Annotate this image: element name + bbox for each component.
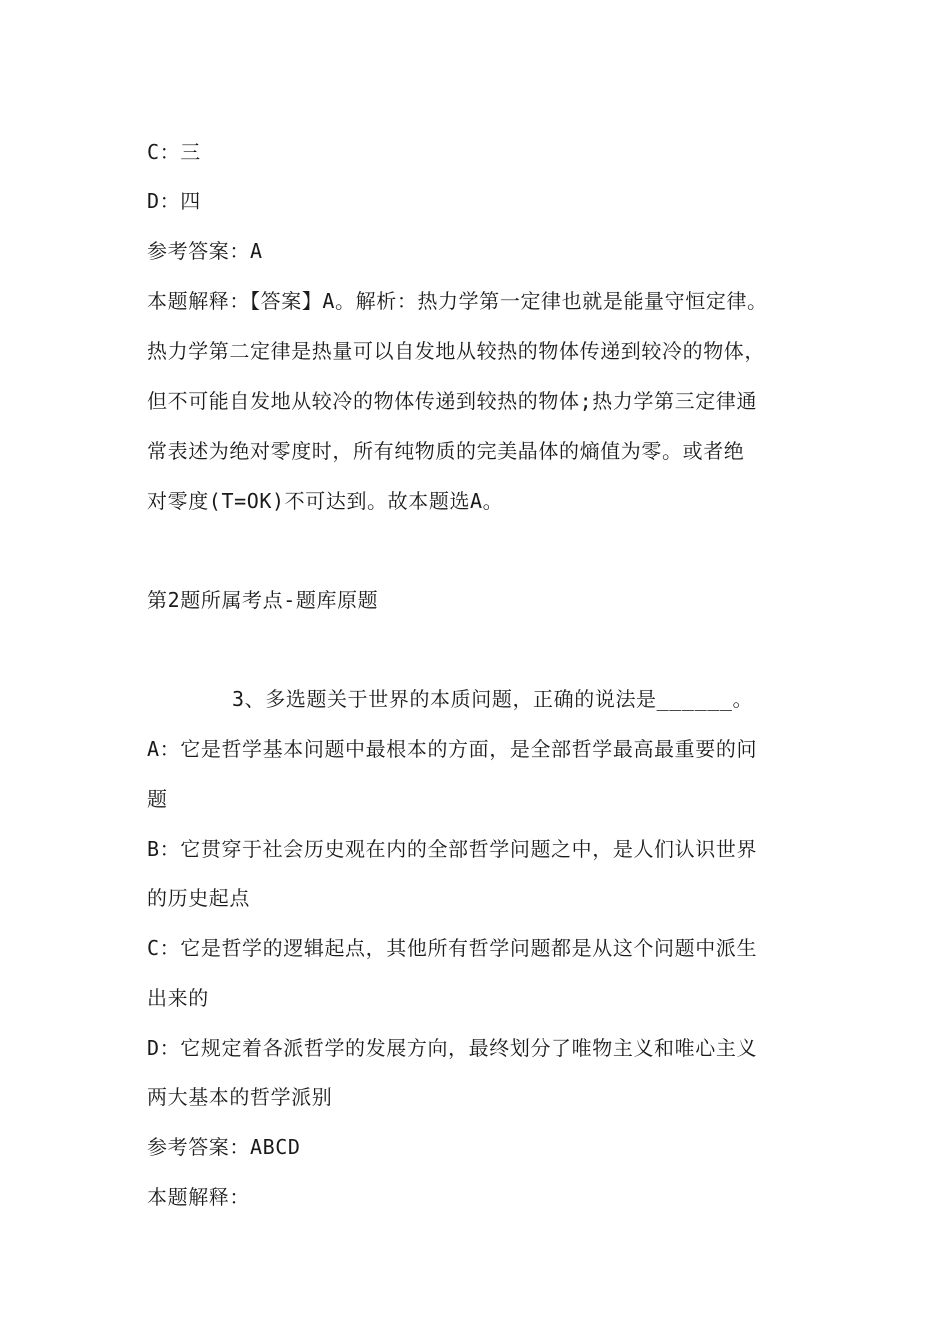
option-c-line: 出来的 bbox=[147, 986, 209, 1010]
option-d-line: D：它规定着各派哲学的发展方向，最终划分了唯物主义和唯心主义 bbox=[147, 1036, 758, 1060]
explanation-line: 对零度(T=OK)不可达到。故本题选A。 bbox=[147, 489, 504, 513]
option-a-line: 题 bbox=[147, 787, 168, 811]
option-a-line: A：它是哲学基本问题中最根本的方面，是全部哲学最高最重要的问 bbox=[147, 737, 758, 761]
reference-answer: 参考答案：A bbox=[147, 239, 263, 263]
explanation-line: 常表述为绝对零度时，所有纯物质的完美晶体的熵值为零。或者绝 bbox=[147, 439, 745, 463]
question-stem: 3、多选题关于世界的本质问题，正确的说法是______。 bbox=[232, 687, 754, 711]
option-c-line: C：它是哲学的逻辑起点，其他所有哲学问题都是从这个问题中派生 bbox=[147, 936, 758, 960]
explanation-line: 但不可能自发地从较冷的物体传递到较热的物体;热力学第三定律通 bbox=[147, 389, 758, 413]
option-b-line: 的历史起点 bbox=[147, 886, 250, 910]
option-c: C：三 bbox=[147, 140, 201, 164]
option-d-line: 两大基本的哲学派别 bbox=[147, 1085, 333, 1109]
option-b-line: B：它贯穿于社会历史观在内的全部哲学问题之中，是人们认识世界 bbox=[147, 837, 758, 861]
question-source: 第2题所属考点-题库原题 bbox=[147, 588, 379, 612]
reference-answer: 参考答案：ABCD bbox=[147, 1135, 301, 1159]
explanation-label: 本题解释： bbox=[147, 1185, 250, 1209]
option-d: D：四 bbox=[147, 189, 201, 213]
explanation-line: 本题解释：【答案】A。解析：热力学第一定律也就是能量守恒定律。 bbox=[147, 289, 768, 313]
explanation-line: 热力学第二定律是热量可以自发地从较热的物体传递到较冷的物体， bbox=[147, 339, 765, 363]
